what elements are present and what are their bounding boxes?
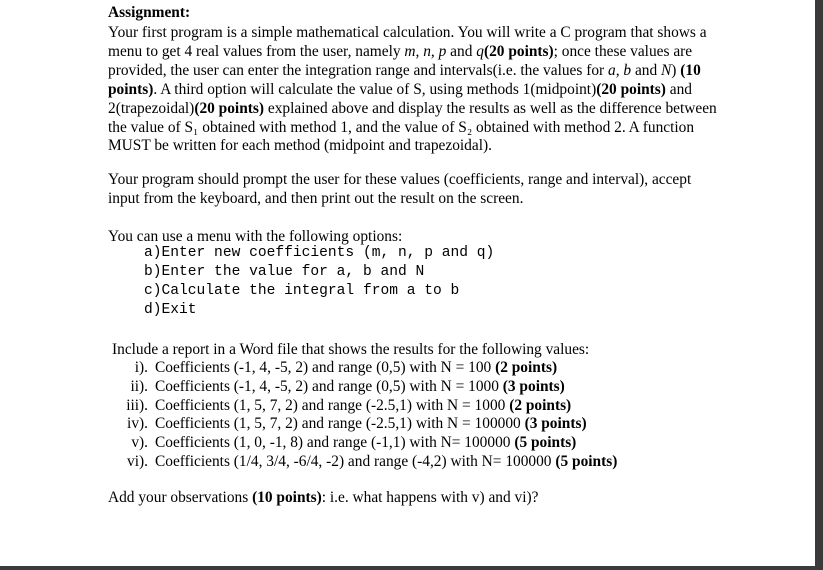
assignment-title: Assignment: (108, 4, 191, 21)
report-item: iv). Coefficients (1, 5, 7, 2) and range (-2.5,1) with N = 100000 (3 points) (127, 415, 587, 432)
report-item: vi). Coefficients (1/4, 3/4, -6/4, -2) and range (-4,2) with N= 100000 (5 points) (127, 453, 618, 470)
report-item: i). Coefficients (-1, 4, -5, 2) and range (0,5) with N = 100 (2 points) (134, 359, 558, 376)
intro-line-2: menu to get 4 real values from the user, namely m, n, p and q(20 points); once these values are (108, 42, 693, 60)
intro-line-5: 2(trapezoidal)(20 points) explained above and display the results as well as the difference between (108, 99, 717, 117)
viewer-edge-bottom (0, 566, 823, 570)
intro-line-3: provided, the user can enter the integration range and intervals(i.e. the values for a, b and N) (10 (108, 61, 701, 79)
intro-line-6: the value of S₁ obtained with method 1, and the value of S₂ obtained with method 2. A function (108, 118, 695, 136)
intro-line-4: points). A third option will calculate the value of S, using methods 1(midpoint)(20 points) and (108, 80, 692, 98)
report-item: iii). Coefficients (1, 5, 7, 2) and range (-2.5,1) with N = 1000 (2 points) (126, 397, 572, 414)
prompt-line-1: Your program should prompt the user for these values (coefficients, range and interval), accept (108, 171, 692, 188)
menu-intro: You can use a menu with the following options: (108, 228, 403, 245)
report-intro: Include a report in a Word file that shows the results for the following values: (112, 341, 590, 358)
report-item: ii). Coefficients (-1, 4, -5, 2) and range (0,5) with N = 1000 (3 points) (130, 378, 565, 395)
intro-line-1: Your first program is a simple mathematical calculation. You will write a C program that shows a (108, 24, 707, 41)
prompt-line-2: input from the keyboard, and then print out the result on the screen. (108, 189, 524, 207)
intro-paragraph (108, 24, 732, 156)
observations-line: Add your observations (10 points): i.e. what happens with v) and vi)? (108, 489, 539, 506)
menu-option-c: c)Calculate the integral from a to b (144, 283, 460, 299)
report-item: v). Coefficients (1, 0, -1, 8) and range (-1,1) with N= 100000 (5 points) (131, 434, 577, 451)
menu-option-d: d)Exit (144, 302, 197, 318)
prompt-paragraph (108, 171, 732, 209)
menu-option-b: b)Enter the value for a, b and N (144, 264, 425, 280)
viewer-edge-right (815, 0, 823, 570)
intro-line-7: MUST be written for each method (midpoint and trapezoidal). (108, 137, 492, 155)
menu-option-a: a)Enter new coefficients (m, n, p and q) (144, 245, 495, 261)
